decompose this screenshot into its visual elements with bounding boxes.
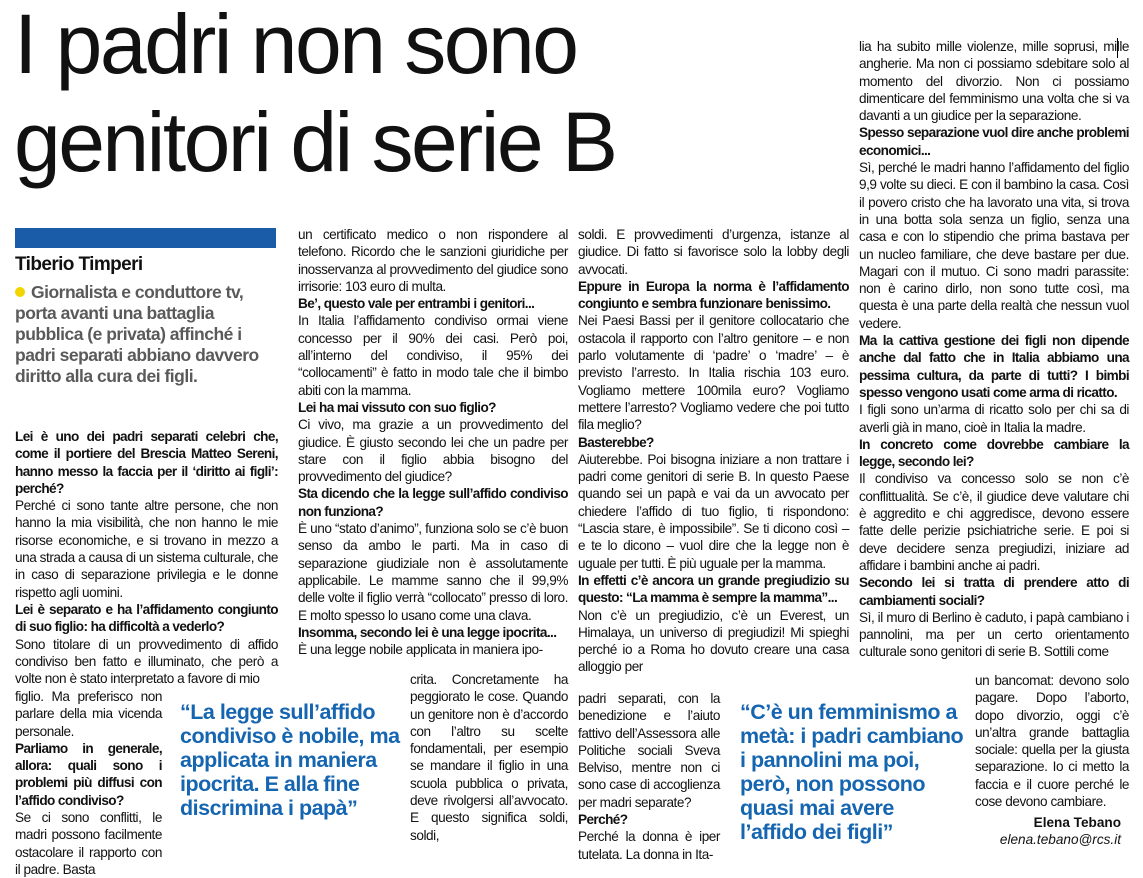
headline-line-2: genitori di serie B (14, 95, 616, 189)
interview-answer: Perché la donna è iper tutelata. La donna in Ita- (578, 829, 720, 862)
interview-answer: Il condiviso va concesso solo se non c’è conflittualità. Se c’è, il giudice deve valutare chi è aggredito e chi aggredisce, devono essere fatte delle perizie psichiatriche serie. E poi si deve decidere senza pregiudizi, iniziare ad affidare i bambini anche ai padri. (859, 471, 1129, 573)
column-1-bottom (15, 688, 162, 878)
interview-question: Sta dicendo che la legge sull’affido condiviso non funziona? (298, 486, 568, 519)
column-4-bottom (975, 672, 1129, 810)
interviewee-name: Tiberio Timperi (15, 254, 143, 275)
interview-answer: un certificato medico o non rispondere al telefono. Ricordo che le sanzioni giuridiche per inosservanza al provvedimento del giudice sono irrisorie: 103 euro di multa. (298, 227, 568, 294)
interview-answer: Sì, il muro di Berlino è caduto, i papà cambiano i pannolini, ma per un certo orientamento culturale sono genitori di serie B. Sottili come (859, 609, 1129, 660)
signature-name: Elena Tebano (1033, 815, 1121, 830)
pull-quote-2: “C’è un femminismo a metà: i padri cambiano i pannolini ma poi, però, non possono quasi mai avere l’affido dei figli” (740, 700, 964, 844)
interview-answer: Non c’è un pregiudizio, c’è un Everest, un Himalaya, un universo di pregiudizi! Mi spieghi perché io a Roma ho dovuto creare una casa alloggio per (578, 607, 849, 675)
pull-quote-1: “La legge sull’affido condiviso è nobile, ma applicata in maniera ipocrita. E alla fine discrimina i papà” (180, 700, 400, 820)
headline-line-1: I padri non sono (14, 0, 577, 91)
interview-question: Spesso separazione vuol dire anche problemi economici... (859, 125, 1129, 158)
interview-answer: In Italia l’affidamento condiviso ormai viene concesso per il 90% dei casi. Però poi, all’interno del condiviso, il 95% dei “collocamenti” è fatto in modo tale che il bimbo abiti con la mamma. (298, 313, 568, 398)
interview-question: Ma la cattiva gestione dei figli non dipende anche dal fatto che in Italia abbiamo una pessima cultura, da parte di tutti? I bimbi spesso vengono usati come arma di ricatto. (859, 333, 1129, 400)
column-2-top (298, 226, 568, 658)
interview-answer: lia ha subito mille violenze, mille soprusi, mille angherie. Ma non ci possiamo sdebitare solo al momento del divorzio. Non ci possiamo dimenticare del femminismo una volta che si va davanti a un giudice per la separazione. (859, 39, 1129, 124)
intro-body: Giornalista e conduttore tv, porta avanti una battaglia pubblica (e privata) affinché i padri separati abbiano davvero diritto alla cura dei figli. (15, 282, 259, 386)
interview-answer: Aiuterebbe. Poi bisogna iniziare a non trattare i padri come genitori di serie B. In questo Paese quando sei un papà e vai da un avvocato per chiedere l’affido di tuo figlio, ti rispondono: “Lascia stare, è impossibile”. Se ti dicono così – e te lo dicono – vuol dire che la legge non è uguale per tutti. È più uguale per la mamma. (578, 451, 849, 571)
interview-answer: Sono titolare di un provvedimento di affido condiviso ben fatto e illuminato, che però a volte non è stato interpretato a favore di mio (15, 636, 278, 687)
interview-question: Insomma, secondo lei è una legge ipocrita... (298, 624, 557, 640)
interview-answer: Perché ci sono tante altre persone, che non hanno la mia visibilità, che non hanno le mie risorse economiche, e si trovano in mezzo a una strada a causa di un sistema culturale, che in caso di separazione privilegia e le donne rispetto agli uomini. (15, 498, 278, 600)
interview-question: Lei è uno dei padri separati celebri che, come il portiere del Brescia Matteo Sereni, hanno messo la faccia per il ‘diritto ai figli’: perché? (15, 429, 278, 496)
accent-bar (15, 228, 276, 248)
interview-answer: Sì, perché le madri hanno l’affidamento del figlio 9,9 volte su dieci. E con il bambino la casa. Così il povero cristo che ha lavorato una vita, si trova in una botta sola senza un figlio, senza una casa e con lo stipendio che prima bastava per un nucleo familiare, che deve bastare per due. Magari con il mutuo. Ci sono madri parassite: non è carino dirlo, non sono tutte così, ma questa è una parte della realtà che nessun vuol vedere. (859, 160, 1129, 331)
intro-text (15, 282, 277, 387)
interview-question: In concreto come dovrebbe cambiare la legge, secondo lei? (859, 436, 1129, 470)
interview-answer: Ci vivo, ma grazie a un provvedimento del giudice. È giusto secondo lei che un padre per stare con il figlio abbia bisogno del provvedimento del giudice? (298, 417, 568, 485)
interview-answer: È uno “stato d’animo”, funziona solo se c’è buon senso da ambo le parti. Ma in caso di separazione giudiziale non è assolutamente applicabile. Le mamme sanno che il 99,9% delle volte il figlio verrà “collocato” presso di loro. E molto spesso lo usano come una clava. (298, 521, 568, 623)
column-2-bottom (410, 671, 568, 844)
column-4-top (859, 38, 1129, 661)
interview-answer: È una legge nobile applicata in maniera ipo- (298, 642, 543, 658)
column-3-bottom (578, 690, 720, 863)
interview-question: Parliamo in generale, allora: quali sono i problemi più diffusi con l’affido condiviso? (15, 740, 162, 808)
interview-answer: soldi. E provvedimenti d’urgenza, istanze al giudice. Di fatto si favorisce solo la lobby degli avvocati. (578, 227, 849, 277)
interview-answer: I figli sono un’arma di ricatto solo per chi sa di averli già in mano, cioè in Italia la madre. (859, 402, 1129, 435)
interview-answer: Nei Paesi Bassi per il genitore collocatario che ostacola il rapporto con l’altro genitore – e non parlo volutamente di ‘padre’ o ‘madre’ – è previsto l’arresto. In Italia rischia 103 euro. Vogliamo mettere 100mila euro? Vogliamo mettere l’arresto? Vogliamo vedere che poi tutto fila meglio? (578, 313, 849, 433)
interview-question: In effetti c’è ancora un grande pregiudizio su questo: “La mamma è sempre la mamma”... (578, 572, 849, 606)
bullet-icon (15, 287, 25, 297)
interview-answer: padri separati, con la benedizione e l’aiuto fattivo dell’Assessora alle Politiche sociali Sveva Belviso, mentre non ci sono case di accoglienza per madri separate? (578, 691, 720, 810)
interview-answer: un bancomat: devono solo pagare. Dopo l’aborto, dopo divorzio, oggi c’è un’altra grande battaglia sociale: quella per la giusta separazione. Io ci metto la faccia e il cuore perché le cose devono cambiare. (975, 673, 1129, 810)
signature-email: elena.tebano@rcs.it (999, 832, 1121, 847)
signature (1000, 814, 1121, 848)
interview-question: Lei è separato e ha l’affidamento congiunto di suo figlio: ha difficoltà a vederlo? (15, 601, 278, 635)
interview-question: Lei ha mai vissuto con suo figlio? (298, 399, 496, 415)
interview-answer: Se ci sono conflitti, le madri possono facilmente ostacolare il rapporto con il padre. Basta (15, 810, 162, 877)
column-3-top (578, 226, 849, 676)
interview-answer: crita. Concretamente ha peggiorato le cose. Quando un genitore non è d’accordo con l’altro su scelte fondamentali, per esempio se mandare il figlio in una scuola pubblica o privata, deve rivolgersi all’avvocato. E questo significa soldi, soldi, (410, 672, 568, 843)
interview-answer: figlio. Ma preferisco non parlare della mia vicenda personale. (15, 689, 162, 739)
interview-question: Be’, questo vale per entrambi i genitori... (298, 296, 535, 312)
interview-question: Basterebbe? (578, 434, 654, 450)
column-1-top (15, 428, 278, 687)
interview-question: Secondo lei si tratta di prendere atto di cambiamenti sociali? (859, 575, 1129, 608)
interview-question: Eppure in Europa la norma è l’affidamento congiunto e sembra funzionare benissimo. (578, 278, 849, 312)
interview-question: Perché? (578, 812, 628, 828)
